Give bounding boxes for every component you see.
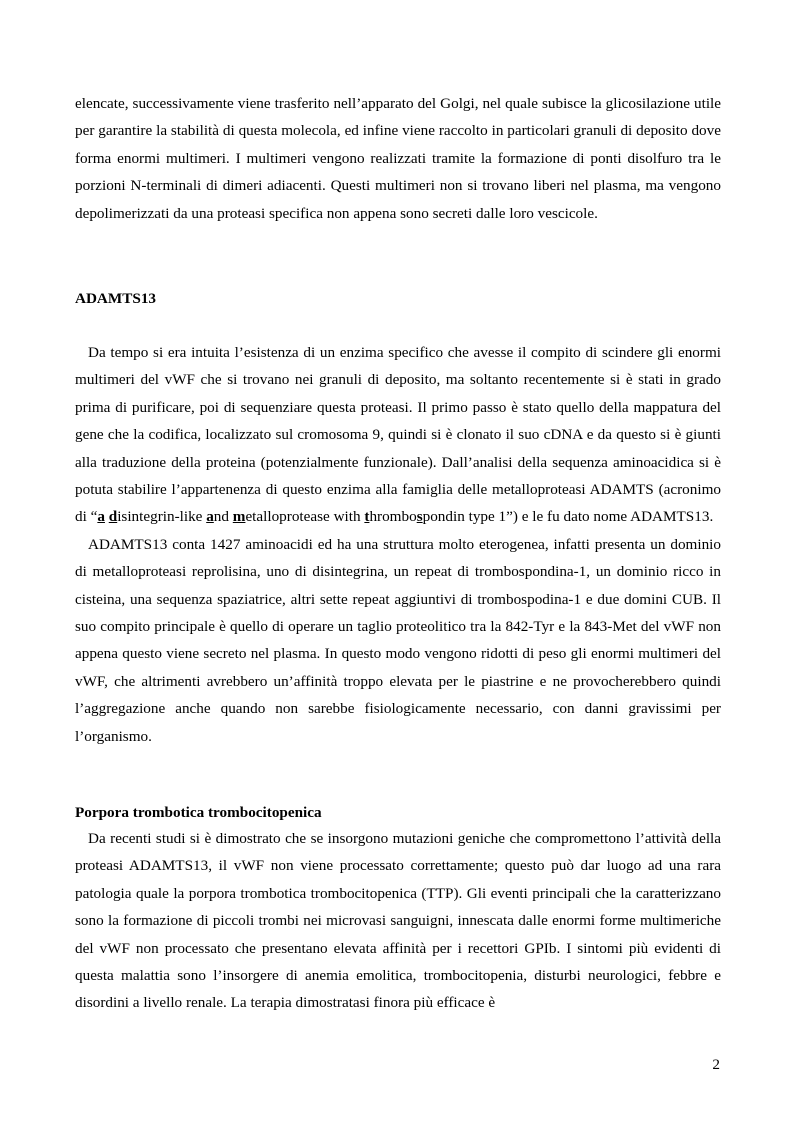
acronym-word-rest: nd — [213, 508, 233, 526]
adamts13-paragraph-2: ADAMTS13 conta 1427 aminoacidi ed ha una struttura molto eterogenea, infatti presenta un dominio di metalloproteasi reprolisina, uno di disintegrina, un repeat di trombospondina-1, un dominio ricco in cisteina, una sequenza spaziatrice, altri sette repeat aggiuntivi di trombospodina-1 e due domini CUB. Il suo compito principale è quello di operare un taglio proteolitico tra la 842-Tyr e la 843-Met del vWF non appena questo viene secreto nel plasma. In questo modo vengono ridotti di peso gli enormi multimeri del vWF, che altrimenti avrebbero un’affinità troppo elevata per le piastrine e ne provocherebbero quindi l’aggregazione anche quando non sarebbe fisiologicamente necessario, con danni gravissimi per l’organismo. — [75, 535, 721, 745]
acronym-word-rest: etalloprotease with — [245, 508, 365, 526]
section-heading-adamts13: ADAMTS13 — [75, 290, 157, 307]
ttp-paragraph — [75, 825, 721, 1017]
acronym-word-rest: pondin type 1 — [422, 508, 507, 526]
acronym-letter: m — [232, 508, 246, 526]
acronym-word-rest: isintegrin-like — [117, 508, 207, 526]
intro-paragraph — [75, 90, 721, 227]
intro-paragraph-text: elencate, successivamente viene trasferito nell’apparato del Golgi, nel quale subisce la glicosilazione utile per garantire la stabilità di questa molecola, ed infine viene raccolto in particolari granuli di deposito dove forma enormi multimeri. I multimeri vengono realizzati tramite la formazione di ponti disolfuro tra le porzioni N-terminali di dimeri adiacenti. Questi multimeri non si trovano liberi nel plasma, ma vengono depolimerizzati da una proteasi specifica non appena sono secreti dalle loro vescicole. — [75, 95, 721, 222]
acronym-word-rest: hrombo — [369, 508, 417, 526]
adamts13-paragraph-1-end: ”) e le fu dato nome ADAMTS13. — [506, 508, 714, 526]
adamts13-paragraph-1-text: Da tempo si era intuita l’esistenza di un enzima specifico che avesse il compito di scindere gli enormi multimeri del vWF che si trovano nei granuli di deposito, ma soltanto recentemente si è stati in grado prima di purificare, poi di sequenziare questa proteasi. Il primo passo è stato quello della mappatura del gene che la codifica, localizzato sul cromosoma 9, quindi si è clonato il suo cDNA e da questo si è giunti alla traduzione della proteina (potenzialmente funzionale). Dall’analisi della sequenza aminoacidica si è potuta stabilire l’appartenenza di questo enzima alla famiglia delle metalloproteasi ADAMTS (acronimo di “ — [75, 344, 721, 526]
ttp-paragraph-text: Da recenti studi si è dimostrato che se insorgono mutazioni geniche che compromettono l’attività della proteasi ADAMTS13, il vWF non viene processato correttamente; questo può dar luogo ad una rara patologia quale la porpora trombotica trombocitopenica (TTP). Gli eventi principali che la caratterizzano sono la formazione di piccoli trombi nei microvasi sanguigni, innescata dalle enormi forme multimeriche del vWF non processato che presentano elevata affinità per i recettori GPIb. I sintomi più evidenti di questa malattia sono l’insorgere di anemia emolitica, trombocitopenia, disturbi neurologici, febbre e disordini a livello renale. La terapia dimostratasi finora più efficace è — [75, 830, 721, 1012]
section-heading-ttp: Porpora trombotica trombocitopenica — [75, 804, 322, 821]
acronym-letter: a — [97, 508, 105, 526]
page-number: 2 — [712, 1056, 720, 1073]
acronym-letter: t — [364, 508, 370, 526]
adamts13-paragraph-1 — [75, 339, 721, 750]
acronym-letter: d — [108, 508, 118, 526]
acronym-letter: a — [206, 508, 214, 526]
acronym-letter: s — [416, 508, 423, 526]
